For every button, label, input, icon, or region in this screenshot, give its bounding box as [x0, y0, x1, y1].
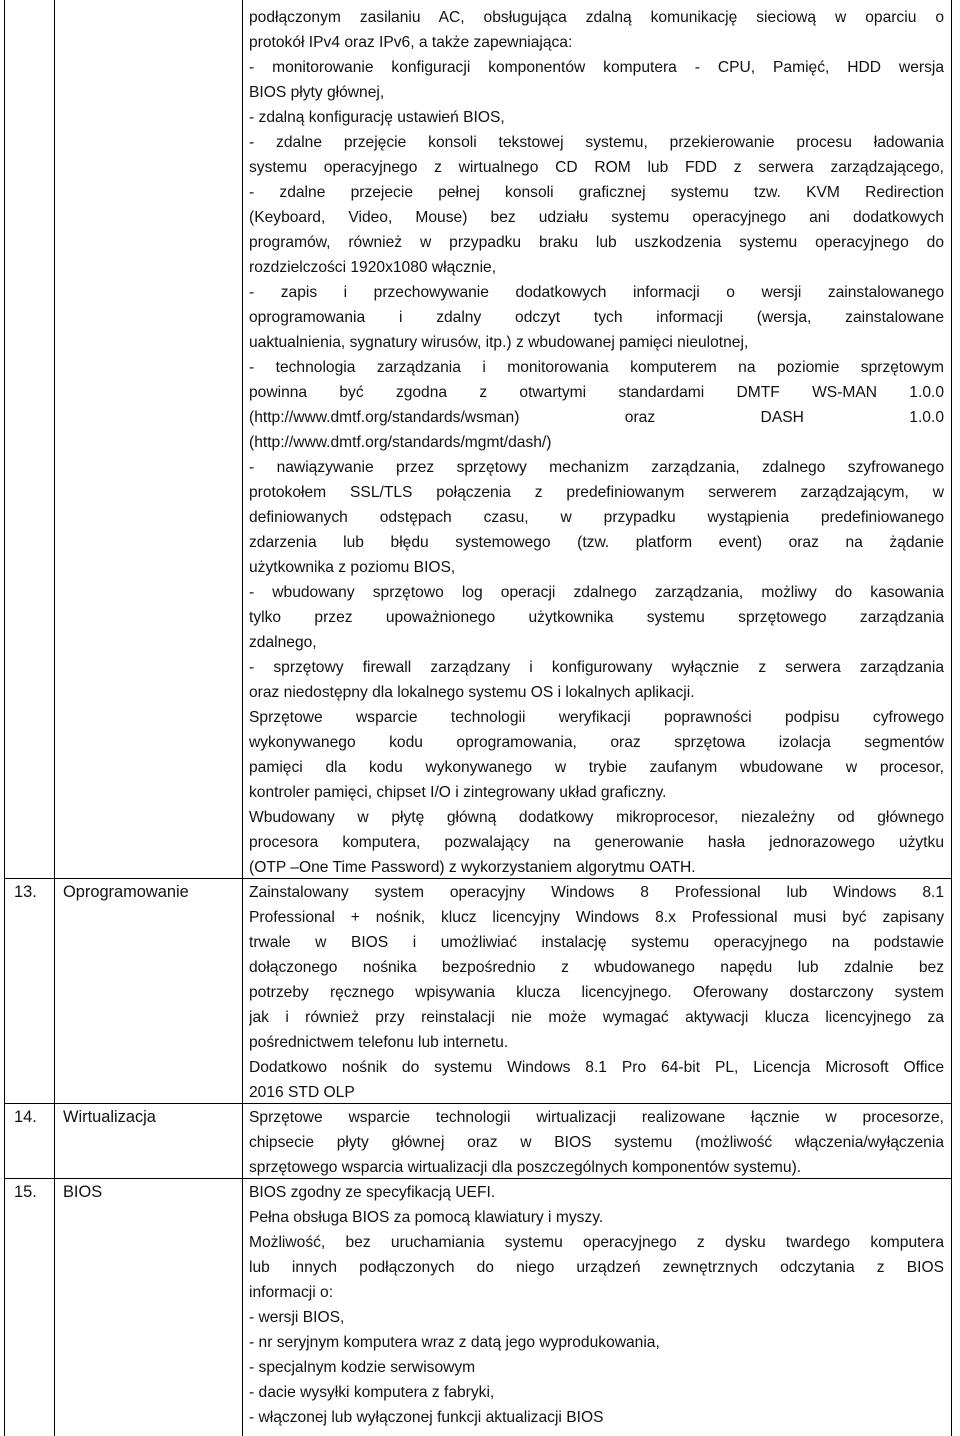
description-line: kontroler pamięci, chipset I/O i zintegrowany układ graficzny.	[249, 784, 667, 801]
description-line: chipsecie płyty głównej oraz w BIOS systemu (możliwość włączenia/wyłączenia	[249, 1134, 944, 1151]
description-line: programów, również w przypadku braku lub uszkodzenia systemu operacyjnego do	[249, 234, 944, 251]
description-line: BIOS płyty głównej,	[249, 84, 385, 101]
description-line: użytkownika z poziomu BIOS,	[249, 559, 456, 576]
description-line: tylko przez upoważnionego użytkownika systemu sprzętowego zarządzania	[249, 609, 944, 626]
row-description	[249, 880, 944, 1105]
table-border-right	[951, 0, 952, 1436]
table-border-left	[4, 0, 5, 1436]
description-line: - monitorowanie konfiguracji komponentów komputera - CPU, Pamięć, HDD wersja	[249, 59, 944, 76]
description-line: jak i również przy reinstalacji nie może wymagać aktywacji klucza licencyjnego za	[249, 1009, 944, 1026]
description-line: - zdalną konfigurację ustawień BIOS,	[249, 109, 505, 126]
description-line: wykonywanego kodu oprogramowania, oraz sprzętowa izolacja segmentów	[249, 734, 944, 751]
column-divider-number	[54, 0, 55, 1436]
description-line: - sprzętowy firewall zarządzany i konfigurowany wyłącznie z serwera zarządzania	[249, 659, 944, 676]
row-separator	[4, 1103, 952, 1104]
description-line: - zdalne przejecie pełnej konsoli graficznej systemu tzw. KVM Redirection	[249, 184, 944, 201]
description-line: - zapis i przechowywanie dodatkowych informacji o wersji zainstalowanego	[249, 284, 944, 301]
row-description	[249, 1105, 944, 1180]
description-line: Możliwość, bez uruchamiania systemu operacyjnego z dysku twardego komputera	[249, 1234, 944, 1251]
description-line: oraz niedostępny dla lokalnego systemu OS i lokalnych aplikacji.	[249, 684, 695, 701]
row-description	[249, 1180, 944, 1430]
row-number: 13.	[14, 883, 37, 901]
description-line: potrzeby ręcznego wpisywania klucza licencyjnego. Oferowany dostarczony system	[249, 984, 944, 1001]
description-line: Sprzętowe wsparcie technologii weryfikacji poprawności podpisu cyfrowego	[249, 709, 944, 726]
description-line: uaktualnienia, sygnatury wirusów, itp.) z wbudowanej pamięci nieulotnej,	[249, 334, 749, 351]
description-line: powinna być zgodna z otwartymi standardami DMTF WS-MAN 1.0.0	[249, 384, 944, 401]
description-line: oprogramowania i zdalny odczyt tych informacji (wersja, zainstalowane	[249, 309, 944, 326]
row-label: Oprogramowanie	[63, 883, 189, 901]
description-line: - technologia zarządzania i monitorowania komputerem na poziomie sprzętowym	[249, 359, 944, 376]
description-line: (http://www.dmtf.org/standards/mgmt/dash/)	[249, 434, 552, 451]
row-separator	[4, 878, 952, 879]
description-line: Sprzętowe wsparcie technologii wirtualizacji realizowane łącznie w procesorze,	[249, 1109, 944, 1126]
description-line: systemu operacyjnego z wirtualnego CD ROM lub FDD z serwera zarządzającego,	[249, 159, 944, 176]
description-line: - nr seryjnym komputera wraz z datą jego wyprodukowania,	[249, 1334, 660, 1351]
description-line: - zdalne przejęcie konsoli tekstowej systemu, przekierowanie procesu ładowania	[249, 134, 944, 151]
description-line: pośrednictwem telefonu lub internetu.	[249, 1034, 509, 1051]
description-line: - nawiązywanie przez sprzętowy mechanizm zarządzania, zdalnego szyfrowanego	[249, 459, 944, 476]
description-line: (Keyboard, Video, Mouse) bez udziału systemu operacyjnego ani dodatkowych	[249, 209, 944, 226]
description-line: procesora komputera, pozwalający na generowanie hasła jednorazowego użytku	[249, 834, 944, 851]
description-line: Dodatkowo nośnik do systemu Windows 8.1 Pro 64-bit PL, Licencja Microsoft Office	[249, 1059, 944, 1076]
description-line: podłączonym zasilaniu AC, obsługująca zdalną komunikację sieciową w oparciu o	[249, 9, 944, 26]
row-label: Wirtualizacja	[63, 1108, 156, 1126]
description-line: zdarzenia lub błędu systemowego (tzw. platform event) oraz na żądanie	[249, 534, 944, 551]
description-line: trwale w BIOS i umożliwiać instalację systemu operacyjnego na podstawie	[249, 934, 944, 951]
row-label: BIOS	[63, 1183, 103, 1201]
description-line: dołączonego nośnika bezpośrednio z wbudowanego napędu lub zdalnie bez	[249, 959, 944, 976]
description-line: Professional + nośnik, klucz licencyjny Windows 8.x Professional musi być zapisany	[249, 909, 944, 926]
description-line: - dacie wysyłki komputera z fabryki,	[249, 1384, 495, 1401]
description-line: - wbudowany sprzętowo log operacji zdalnego zarządzania, możliwy do kasowania	[249, 584, 944, 601]
description-line: zdalnego,	[249, 634, 317, 651]
description-line: pamięci dla kodu wykonywanego w trybie zaufanym wbudowane w procesor,	[249, 759, 944, 776]
description-line: sprzętowego wsparcia wirtualizacji dla poszczególnych komponentów systemu).	[249, 1159, 802, 1176]
row-separator	[4, 1178, 952, 1179]
description-line: Wbudowany w płytę główną dodatkowy mikroprocesor, niezależny od głównego	[249, 809, 944, 826]
description-line: - wersji BIOS,	[249, 1309, 345, 1326]
description-line: BIOS zgodny ze specyfikacją UEFI.	[249, 1184, 496, 1201]
row-number: 15.	[14, 1183, 37, 1201]
description-line: lub innych podłączonych do niego urządzeń zewnętrznych odczytania z BIOS	[249, 1259, 944, 1276]
description-line: protokołem SSL/TLS połączenia z predefiniowanym serwerem zarządzającym, w	[249, 484, 944, 501]
column-divider-description	[242, 0, 243, 1436]
description-line: Pełna obsługa BIOS za pomocą klawiatury i myszy.	[249, 1209, 604, 1226]
description-line: (http://www.dmtf.org/standards/wsman) oraz DASH 1.0.0	[249, 409, 944, 426]
row-number: 14.	[14, 1108, 37, 1126]
description-line: rozdzielczości 1920x1080 włącznie,	[249, 259, 497, 276]
description-line: 2016 STD OLP	[249, 1084, 355, 1101]
description-line: - włączonej lub wyłączonej funkcji aktualizacji BIOS	[249, 1409, 604, 1426]
description-line: - specjalnym kodzie serwisowym	[249, 1359, 476, 1376]
row-description	[249, 5, 944, 880]
description-line: protokół IPv4 oraz IPv6, a także zapewniająca:	[249, 34, 573, 51]
description-line: informacji o:	[249, 1284, 334, 1301]
description-line: definiowanych odstępach czasu, w przypadku wystąpienia predefiniowanego	[249, 509, 944, 526]
description-line: Zainstalowany system operacyjny Windows 8 Professional lub Windows 8.1	[249, 884, 944, 901]
description-line: (OTP –One Time Password) z wykorzystaniem algorytmu OATH.	[249, 859, 696, 876]
